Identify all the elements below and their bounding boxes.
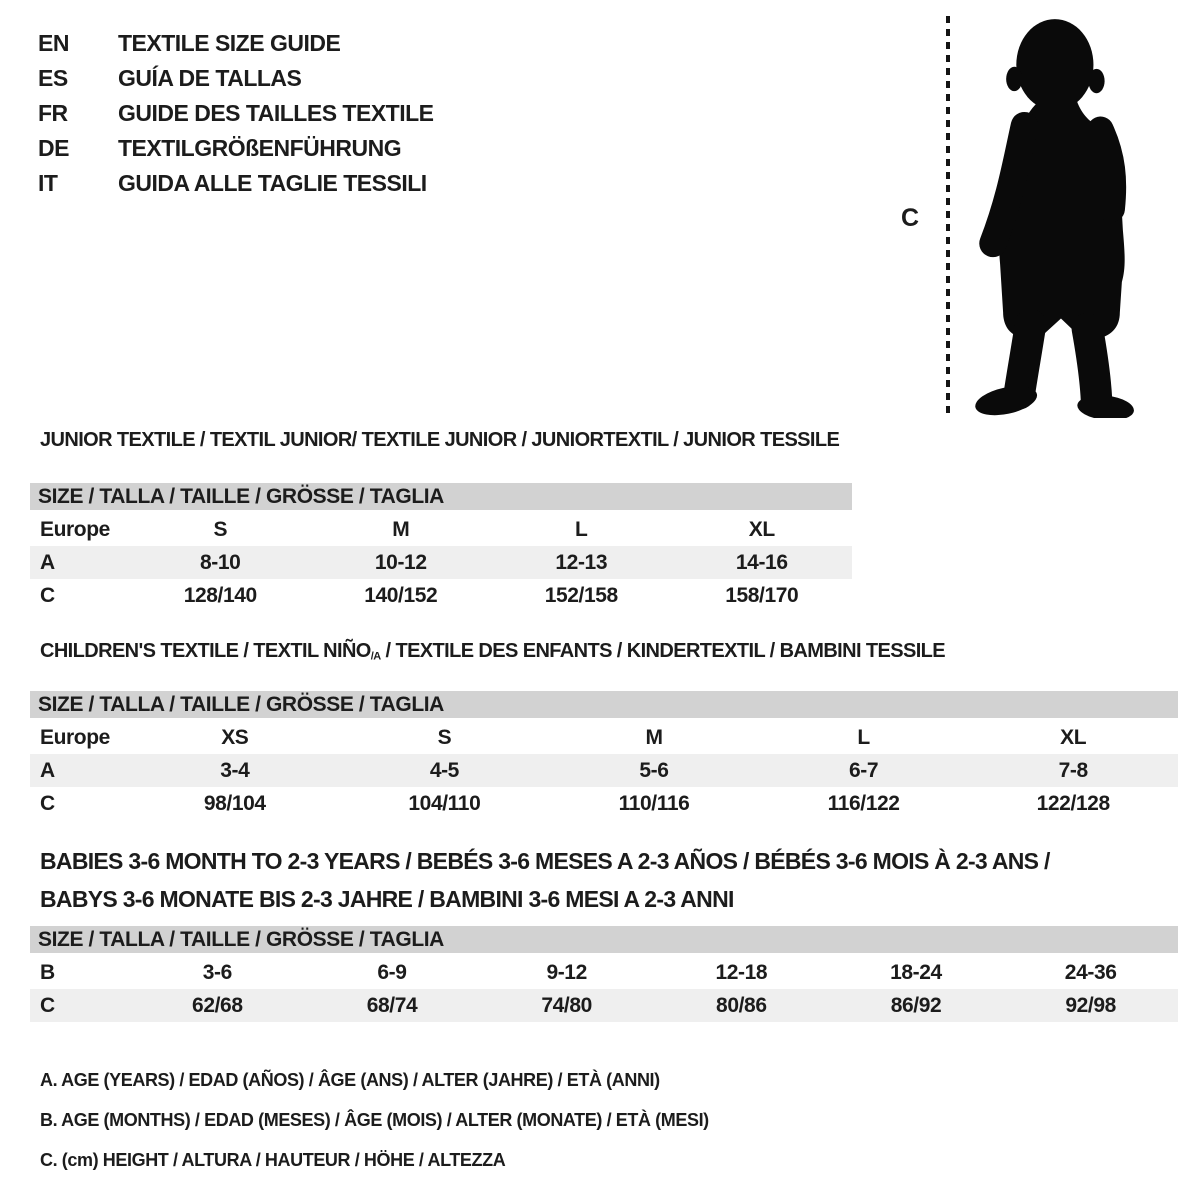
size-cell: 74/80 <box>541 993 592 1017</box>
size-header-bar: SIZE / TALLA / TAILLE / GRÖSSE / TAGLIA <box>30 691 1178 718</box>
language-title: GUIDA ALLE TAGLIE TESSILI <box>118 170 427 196</box>
size-cell: 122/128 <box>1036 791 1110 815</box>
size-cell: 140/152 <box>364 583 438 607</box>
language-row <box>38 133 401 163</box>
language-code: FR <box>38 100 68 126</box>
size-cell: L <box>575 517 588 541</box>
size-cell: S <box>213 517 228 541</box>
size-cell: 7-8 <box>1058 758 1088 782</box>
language-code: IT <box>38 170 58 196</box>
size-cell: 12-13 <box>555 550 608 574</box>
size-cell: 24-36 <box>1064 960 1117 984</box>
language-title: GUÍA DE TALLAS <box>118 65 302 91</box>
language-code: ES <box>38 65 68 91</box>
table-row <box>30 513 852 546</box>
babies-section-title-line2: BABYS 3-6 MONATE BIS 2-3 JAHRE / BAMBINI 3-6 MESI A 2-3 ANNI <box>40 886 734 912</box>
babies-size-table <box>30 926 1178 1022</box>
size-cell: 4-5 <box>429 758 459 782</box>
size-cell: 62/68 <box>192 993 243 1017</box>
table-row <box>30 721 1178 754</box>
height-measure-dashed-line <box>946 16 950 418</box>
size-cell: 98/104 <box>203 791 266 815</box>
size-cell: S <box>437 725 452 749</box>
size-cell: 158/170 <box>725 583 799 607</box>
size-cell: 110/116 <box>618 791 690 815</box>
language-row <box>38 63 301 93</box>
language-title: TEXTILE SIZE GUIDE <box>118 30 341 56</box>
size-cell: 12-18 <box>715 960 768 984</box>
size-header-bar: SIZE / TALLA / TAILLE / GRÖSSE / TAGLIA <box>30 926 1178 953</box>
table-row <box>30 956 1178 989</box>
size-cell: 80/86 <box>716 993 767 1017</box>
size-cell: 6-7 <box>849 758 879 782</box>
language-code: DE <box>38 135 69 161</box>
size-cell: 116/122 <box>827 791 900 815</box>
children-section-title: CHILDREN'S TEXTILE / TEXTIL $NIÑO_{/A}$ / TEXTILE DES ENFANTS / KINDERTEXTIL / BAMBINI TESSILE <box>40 640 946 663</box>
language-row <box>38 98 434 128</box>
size-cell: M <box>645 725 663 749</box>
size-cell: M <box>392 517 410 541</box>
size-header-bar: SIZE / TALLA / TAILLE / GRÖSSE / TAGLIA <box>30 483 852 510</box>
row-label: Europe <box>40 725 110 749</box>
size-cell: 104/110 <box>408 791 481 815</box>
legend-line-c: C. (cm) HEIGHT / ALTURA / HAUTEUR / HÖHE / ALTEZZA <box>40 1150 506 1170</box>
height-measure-label: C <box>901 204 920 232</box>
children-size-table <box>30 691 1178 820</box>
table-row <box>30 546 852 579</box>
size-cell: 10-12 <box>374 550 427 574</box>
size-cell: 6-9 <box>377 960 407 984</box>
size-cell: 152/158 <box>544 583 618 607</box>
size-cell: 18-24 <box>890 960 942 984</box>
row-label: C <box>40 791 55 815</box>
size-cell: XL <box>748 517 775 541</box>
baby-silhouette-figure <box>960 12 1166 418</box>
size-cell: 3-4 <box>220 758 250 782</box>
table-row <box>30 579 852 612</box>
size-cell: 128/140 <box>183 583 257 607</box>
table-row <box>30 787 1178 820</box>
legend-line-b: B. AGE (MONTHS) / EDAD (MESES) / ÂGE (MOIS) / ALTER (MONATE) / ETÀ (MESI) <box>40 1110 709 1130</box>
language-title: TEXTILGRÖßENFÜHRUNG <box>118 135 402 161</box>
language-row <box>38 168 427 198</box>
row-label: A <box>40 758 55 782</box>
size-cell: 68/74 <box>366 993 418 1017</box>
language-row <box>38 28 340 58</box>
junior-size-table <box>30 483 852 612</box>
size-cell: XL <box>1060 725 1087 749</box>
size-cell: 3-6 <box>202 960 232 984</box>
size-cell: XS <box>221 725 249 749</box>
row-label: C <box>40 993 55 1017</box>
size-cell: 9-12 <box>546 960 587 984</box>
table-row <box>30 989 1178 1022</box>
size-cell: 92/98 <box>1065 993 1116 1017</box>
legend-line-a: A. AGE (YEARS) / EDAD (AÑOS) / ÂGE (ANS) / ALTER (JAHRE) / ETÀ (ANNI) <box>40 1070 660 1090</box>
size-cell: 8-10 <box>200 550 241 574</box>
size-cell: 5-6 <box>639 758 669 782</box>
babies-section-title-line1: BABIES 3-6 MONTH TO 2-3 YEARS / BEBÉS 3-6 MESES A 2-3 AÑOS / BÉBÉS 3-6 MOIS À 2-3 ANS / <box>40 848 1050 874</box>
row-label: B <box>40 960 55 984</box>
row-label: C <box>40 583 55 607</box>
table-row <box>30 754 1178 787</box>
size-cell: L <box>857 725 870 749</box>
language-code: EN <box>38 30 69 56</box>
row-label: A <box>40 550 55 574</box>
language-title: GUIDE DES TAILLES TEXTILE <box>118 100 434 126</box>
size-cell: 86/92 <box>890 993 942 1017</box>
junior-section-title: JUNIOR TEXTILE / TEXTIL JUNIOR/ TEXTILE JUNIOR / JUNIORTEXTIL / JUNIOR TESSILE <box>40 429 840 451</box>
size-cell: 14-16 <box>735 550 788 574</box>
row-label: Europe <box>40 517 110 541</box>
